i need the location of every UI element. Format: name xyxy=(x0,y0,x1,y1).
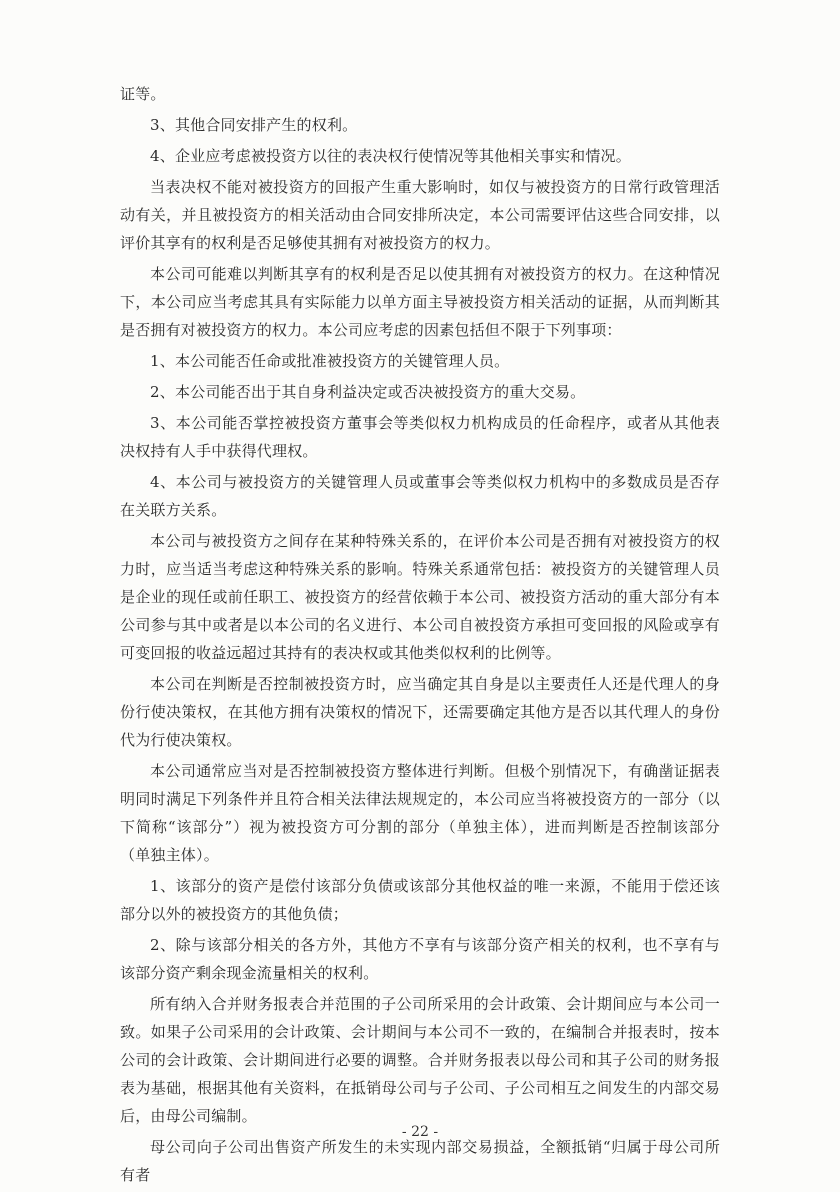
paragraph: 母公司向子公司出售资产所发生的未实现内部交易损益，全额抵销“归属于母公司所有者 xyxy=(120,1138,720,1184)
paragraph: 4、企业应考虑被投资方以往的表决权行使情况等其他相关事实和情况。 xyxy=(150,147,631,165)
paragraph: 证等。 xyxy=(120,85,166,103)
paragraph: 1、该部分的资产是偿付该部分负债或该部分其他权益的唯一来源，不能用于偿还该部分以外的被投资方的其他负债； xyxy=(120,877,720,923)
page-number: - 22 - xyxy=(401,1124,439,1140)
paragraph: 1、本公司能否任命或批准被投资方的关键管理人员。 xyxy=(150,352,510,370)
paragraph: 2、本公司能否出于其自身利益决定或否决被投资方的重大交易。 xyxy=(150,383,586,401)
paragraph: 4、本公司与被投资方的关键管理人员或董事会等类似权力机构中的多数成员是否存在关联方关系。 xyxy=(120,473,720,519)
paragraph: 3、本公司能否掌控被投资方董事会等类似权力机构成员的任命程序，或者从其他表决权持有人手中获得代理权。 xyxy=(120,414,720,460)
paragraph: 本公司通常应当对是否控制被投资方整体进行判断。但极个别情况下，有确凿证据表明同时满足下列条件并且符合相关法律法规规定的，本公司应当将被投资方的一部分（以下简称“该部分”）视为被投资方可分割的部分（单独主体），进而判断是否控制该部分（单独主体）。 xyxy=(120,762,720,864)
paragraph: 3、其他合同安排产生的权利。 xyxy=(150,116,358,134)
paragraph: 本公司与被投资方之间存在某种特殊关系的，在评价本公司是否拥有对被投资方的权力时，应当适当考虑这种特殊关系的影响。特殊关系通常包括：被投资方的关键管理人员是企业的现任或前任职工、被投资方的经营依赖于本公司、被投资方活动的重大部分有本公司参与其中或者是以本公司的名义进行、本公司自被投资方承担可变回报的风险或享有可变回报的收益远超过其持有的表决权或其他类似权利的比例等。 xyxy=(120,532,720,662)
document-body xyxy=(120,80,720,1192)
paragraph: 本公司在判断是否控制被投资方时，应当确定其自身是以主要责任人还是代理人的身份行使决策权，在其他方拥有决策权的情况下，还需要确定其他方是否以其代理人的身份代为行使决策权。 xyxy=(120,675,720,749)
paragraph: 本公司可能难以判断其享有的权利是否足以使其拥有对被投资方的权力。在这种情况下，本公司应当考虑其具有实际能力以单方面主导被投资方相关活动的证据，从而判断其是否拥有对被投资方的权力。本公司应考虑的因素包括但不限于下列事项： xyxy=(120,265,720,339)
paragraph: 所有纳入合并财务报表合并范围的子公司所采用的会计政策、会计期间应与本公司一致。如果子公司采用的会计政策、会计期间与本公司不一致的，在编制合并报表时，按本公司的会计政策、会计期间进行必要的调整。合并财务报表以母公司和其子公司的财务报表为基础，根据其他有关资料，在抵销母公司与子公司、子公司相互之间发生的内部交易后，由母公司编制。 xyxy=(120,995,720,1125)
paragraph: 当表决权不能对被投资方的回报产生重大影响时，如仅与被投资方的日常行政管理活动有关，并且被投资方的相关活动由合同安排所决定，本公司需要评估这些合同安排，以评价其享有的权利是否足够使其拥有对被投资方的权力。 xyxy=(120,178,720,252)
paragraph: 2、除与该部分相关的各方外，其他方不享有与该部分资产相关的权利，也不享有与该部分资产剩余现金流量相关的权利。 xyxy=(120,936,720,982)
